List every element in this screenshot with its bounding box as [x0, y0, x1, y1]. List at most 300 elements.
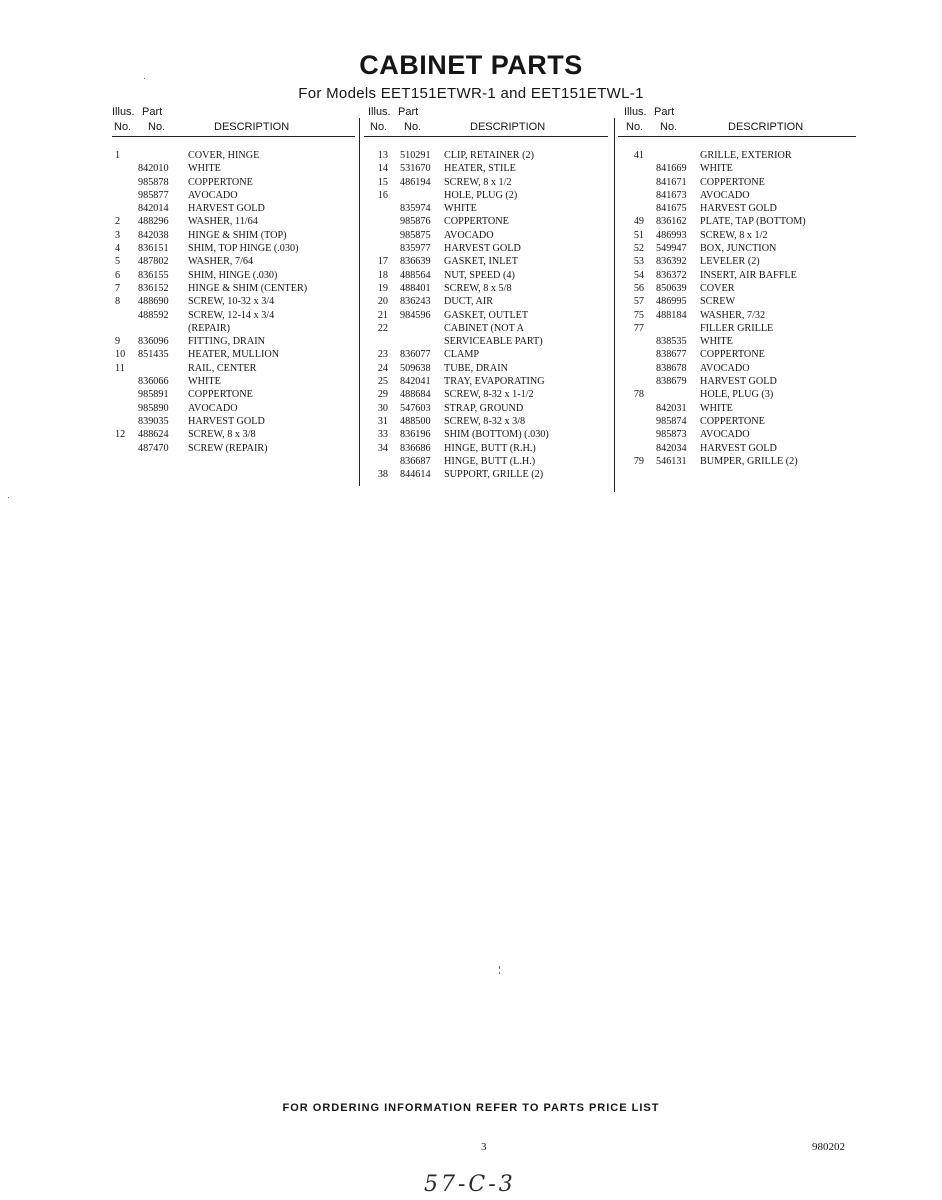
part-description: HEATER, STILE	[444, 163, 516, 175]
part-number: 841671	[656, 176, 687, 188]
header-illus-no: No.	[370, 121, 388, 133]
ordering-footer: FOR ORDERING INFORMATION REFER TO PARTS PRICE LIST	[282, 1102, 660, 1114]
illus-number	[368, 229, 392, 242]
part-description: CABINET (NOT A	[444, 322, 524, 334]
part-row	[112, 322, 357, 335]
illus-number	[112, 402, 138, 415]
illus-number	[624, 402, 648, 415]
header-part-no: No.	[404, 121, 422, 133]
part-row	[624, 162, 874, 175]
illus-number: 30	[377, 402, 388, 414]
part-row	[624, 415, 874, 428]
part-description: SHIM, TOP HINGE (.030)	[188, 243, 299, 255]
part-row	[624, 229, 874, 242]
part-row	[624, 149, 874, 162]
illus-number	[624, 375, 648, 388]
part-row	[112, 335, 357, 348]
part-row	[112, 255, 357, 268]
illus-number: 49	[633, 216, 644, 228]
header-illus: Illus.	[112, 106, 135, 118]
part-number	[392, 322, 444, 335]
part-description: SERVICEABLE PART)	[444, 336, 543, 348]
part-number: 844614	[400, 469, 431, 481]
part-number: 835974	[400, 203, 431, 215]
part-row	[368, 388, 613, 401]
part-row	[368, 242, 613, 255]
illus-number	[112, 176, 138, 189]
part-number: 985874	[656, 415, 687, 427]
part-row	[624, 375, 874, 388]
part-description: HARVEST GOLD	[700, 442, 777, 454]
illus-number: 12	[115, 429, 126, 441]
illus-number: 53	[633, 256, 644, 268]
part-row	[112, 402, 357, 415]
part-number: 836639	[400, 256, 431, 268]
illus-number: 23	[377, 349, 388, 361]
part-number: 839035	[138, 415, 169, 427]
illus-number	[112, 322, 138, 335]
part-row	[624, 176, 874, 189]
illus-number: 3	[115, 229, 121, 241]
part-number: 841673	[656, 189, 687, 201]
part-number: 488184	[656, 309, 687, 321]
document-number: 980202	[812, 1141, 845, 1153]
part-row	[624, 295, 874, 308]
illus-number	[368, 335, 392, 348]
part-description: HINGE & SHIM (CENTER)	[188, 282, 308, 294]
header-rule-3	[618, 136, 856, 137]
part-row	[624, 455, 874, 468]
part-description: GRILLE, EXTERIOR	[700, 150, 792, 161]
part-row	[112, 309, 357, 322]
parts-rows	[112, 149, 357, 455]
illus-number: 17	[377, 256, 388, 268]
part-description: AVOCADO	[188, 189, 238, 201]
illus-number	[112, 309, 138, 322]
column-header	[624, 104, 874, 140]
part-number: 842014	[138, 203, 169, 215]
part-row	[368, 348, 613, 361]
part-number	[648, 322, 700, 335]
part-description: WHITE	[188, 376, 221, 388]
part-description: COPPERTONE	[700, 349, 765, 361]
part-row	[112, 162, 357, 175]
part-number: 838678	[656, 362, 687, 374]
part-description: AVOCADO	[700, 189, 750, 201]
part-number: 842010	[138, 163, 169, 175]
part-description: FILLER GRILLE	[700, 322, 774, 334]
part-row	[368, 402, 613, 415]
part-number: 836096	[138, 336, 169, 348]
part-row	[112, 269, 357, 282]
part-row	[368, 455, 613, 468]
part-description: SCREW	[700, 296, 736, 308]
illus-number: 16	[377, 189, 388, 201]
header-illus: Illus.	[368, 106, 391, 118]
header-description: DESCRIPTION	[470, 121, 546, 133]
part-row	[368, 375, 613, 388]
part-description: COPPERTONE	[188, 389, 253, 401]
illus-number: 14	[377, 163, 388, 175]
part-row	[368, 215, 613, 228]
illus-number	[624, 442, 648, 455]
part-number: 836077	[400, 349, 431, 361]
part-row	[368, 335, 613, 348]
part-number: 549947	[656, 243, 687, 255]
header-illus-no: No.	[114, 121, 132, 133]
part-row	[112, 229, 357, 242]
part-description: SCREW, 8 x 1/2	[700, 229, 768, 241]
column-divider-2	[614, 118, 615, 492]
illus-number: 18	[377, 269, 388, 281]
part-description: HEATER, MULLION	[188, 349, 280, 361]
part-number: 836243	[400, 296, 431, 308]
header-rule-2	[364, 136, 608, 137]
page-title: CABINET PARTS	[359, 50, 583, 80]
part-description: COPPERTONE	[700, 176, 765, 188]
illus-number: 7	[115, 282, 121, 294]
part-row	[624, 269, 874, 282]
part-row	[112, 375, 357, 388]
parts-column-3	[624, 104, 874, 468]
header-rule-1	[112, 136, 355, 137]
part-row	[368, 149, 613, 162]
part-description: WASHER, 7/64	[188, 256, 254, 268]
part-number: 985878	[138, 176, 169, 188]
part-row	[368, 189, 613, 202]
illus-number	[624, 362, 648, 375]
part-row	[624, 348, 874, 361]
illus-number: 4	[115, 243, 121, 255]
part-description: COPPERTONE	[444, 216, 509, 228]
part-number: 488500	[400, 415, 431, 427]
illus-number	[112, 388, 138, 401]
part-row	[368, 269, 613, 282]
part-row	[112, 282, 357, 295]
part-description: RAIL, CENTER	[188, 362, 257, 374]
part-number: 488401	[400, 282, 431, 294]
part-number: 836155	[138, 269, 169, 281]
illus-number	[624, 189, 648, 202]
part-number: 488296	[138, 216, 169, 228]
header-illus: Illus.	[624, 106, 647, 118]
part-number	[648, 149, 700, 162]
part-number: 486194	[400, 176, 431, 188]
illus-number: 54	[633, 269, 644, 281]
part-description: COPPERTONE	[188, 176, 253, 188]
part-description: SCREW, 8 x 5/8	[444, 282, 512, 294]
part-description: SCREW, 8-32 x 1-1/2	[444, 389, 534, 401]
part-description: WHITE	[188, 163, 221, 175]
illus-number: 38	[377, 469, 388, 481]
part-row	[112, 176, 357, 189]
part-number: 838679	[656, 376, 687, 388]
header-part-no: No.	[660, 121, 678, 133]
part-number	[392, 335, 444, 348]
part-number: 488592	[138, 309, 169, 321]
illus-number: 6	[115, 269, 121, 281]
part-number: 509638	[400, 362, 431, 374]
part-number: 985873	[656, 429, 687, 441]
part-row	[112, 215, 357, 228]
part-number: 842034	[656, 442, 687, 454]
part-number: 836687	[400, 455, 431, 467]
part-description: BUMPER, GRILLE (2)	[700, 455, 798, 467]
part-number	[138, 149, 188, 162]
header-part: Part	[654, 106, 675, 118]
part-number: 836196	[400, 429, 431, 441]
part-number: 836151	[138, 243, 169, 255]
parts-rows	[624, 149, 874, 468]
part-description: SCREW, 12-14 x 3/4	[188, 309, 275, 321]
part-description: HINGE & SHIM (TOP)	[188, 229, 287, 241]
part-description: COVER	[700, 282, 735, 294]
illus-number	[624, 162, 648, 175]
part-number: 487802	[138, 256, 169, 268]
part-number: 985890	[138, 402, 169, 414]
part-number: 486993	[656, 229, 687, 241]
illus-number: 21	[377, 309, 388, 321]
part-number: 487470	[138, 442, 169, 454]
part-description: HARVEST GOLD	[700, 203, 777, 215]
part-number: 488690	[138, 296, 169, 308]
illus-number: 57	[633, 296, 644, 308]
part-description: SHIM (BOTTOM) (.030)	[444, 429, 549, 441]
illus-number: 1	[115, 150, 121, 161]
part-description: AVOCADO	[444, 229, 494, 241]
part-row	[368, 309, 613, 322]
part-number: 985877	[138, 189, 169, 201]
part-description: HINGE, BUTT (L.H.)	[444, 455, 536, 467]
part-description: SUPPORT, GRILLE (2)	[444, 469, 544, 481]
part-number	[138, 322, 188, 335]
part-number: 486995	[656, 296, 687, 308]
part-description: (REPAIR)	[188, 322, 231, 334]
part-number: 836162	[656, 216, 687, 228]
illus-number: 77	[633, 322, 644, 334]
illus-number: 20	[377, 296, 388, 308]
illus-number	[624, 415, 648, 428]
column-header	[112, 104, 357, 140]
part-number: 488624	[138, 429, 169, 441]
part-row	[368, 202, 613, 215]
part-description: HARVEST GOLD	[188, 415, 265, 427]
illus-number: 22	[377, 322, 388, 334]
part-number: 984596	[400, 309, 431, 321]
part-number: 836686	[400, 442, 431, 454]
part-row	[368, 468, 613, 481]
part-description: GASKET, INLET	[444, 256, 518, 268]
part-description: HOLE, PLUG (3)	[700, 389, 774, 401]
part-row	[368, 255, 613, 268]
part-row	[624, 309, 874, 322]
page-subtitle: For Models EET151ETWR-1 and EET151ETWL-1	[298, 85, 644, 102]
part-row	[624, 402, 874, 415]
part-description: DUCT, AIR	[444, 296, 494, 308]
part-description: LEVELER (2)	[700, 256, 760, 268]
part-description: WHITE	[700, 336, 733, 348]
header-part: Part	[398, 106, 419, 118]
part-description: HOLE, PLUG (2)	[444, 189, 518, 201]
part-row	[112, 149, 357, 162]
part-row	[112, 202, 357, 215]
illus-number	[112, 202, 138, 215]
part-description: WHITE	[700, 163, 733, 175]
part-number	[392, 189, 444, 202]
illus-number: 25	[377, 376, 388, 388]
part-number: 836372	[656, 269, 687, 281]
column-divider-1	[359, 118, 360, 486]
part-row	[624, 202, 874, 215]
illus-number: 51	[633, 229, 644, 241]
part-description: CLAMP	[444, 349, 480, 361]
illus-number	[624, 202, 648, 215]
illus-number: 52	[633, 243, 644, 255]
illus-number	[112, 375, 138, 388]
parts-column-2	[368, 104, 613, 481]
column-header	[368, 104, 613, 140]
handwritten-note: 57-C-3	[424, 1172, 516, 1197]
part-row	[624, 282, 874, 295]
part-row	[624, 255, 874, 268]
illus-number: 5	[115, 256, 121, 268]
part-row	[368, 295, 613, 308]
scan-speck	[499, 966, 500, 969]
part-description: NUT, SPEED (4)	[444, 269, 515, 281]
part-number: 842038	[138, 229, 169, 241]
illus-number	[624, 176, 648, 189]
illus-number	[624, 348, 648, 361]
part-row	[112, 348, 357, 361]
part-description: INSERT, AIR BAFFLE	[700, 269, 797, 281]
part-description: CLIP, RETAINER (2)	[444, 150, 535, 161]
part-number: 985876	[400, 216, 431, 228]
part-number: 547603	[400, 402, 431, 414]
part-row	[368, 322, 613, 335]
part-number: 835977	[400, 243, 431, 255]
part-number: 841669	[656, 163, 687, 175]
part-row	[624, 362, 874, 375]
part-description: GASKET, OUTLET	[444, 309, 529, 321]
part-description: HARVEST GOLD	[700, 376, 777, 388]
part-row	[624, 428, 874, 441]
part-number: 488564	[400, 269, 431, 281]
illus-number	[368, 215, 392, 228]
part-description: BOX, JUNCTION	[700, 243, 777, 255]
scan-speck	[499, 972, 500, 974]
illus-number	[624, 428, 648, 441]
illus-number: 24	[377, 362, 388, 374]
part-row	[368, 362, 613, 375]
illus-number: 41	[633, 150, 644, 161]
illus-number	[368, 202, 392, 215]
illus-number: 34	[377, 442, 388, 454]
part-number: 488684	[400, 389, 431, 401]
illus-number	[624, 335, 648, 348]
part-row	[112, 189, 357, 202]
part-number: 546131	[656, 455, 687, 467]
part-description: FITTING, DRAIN	[188, 336, 265, 348]
part-row	[624, 215, 874, 228]
part-description: SCREW, 10-32 x 3/4	[188, 296, 275, 308]
part-number: 841675	[656, 203, 687, 215]
part-description: PLATE, TAP (BOTTOM)	[700, 216, 806, 228]
illus-number	[112, 189, 138, 202]
part-row	[624, 335, 874, 348]
scan-speck	[8, 497, 9, 498]
part-row	[624, 322, 874, 335]
part-row	[368, 442, 613, 455]
part-description: WASHER, 11/64	[188, 216, 258, 228]
part-row	[112, 415, 357, 428]
part-row	[112, 388, 357, 401]
illus-number: 10	[115, 349, 126, 361]
illus-number: 15	[377, 176, 388, 188]
illus-number: 13	[377, 150, 388, 161]
part-description: TUBE, DRAIN	[444, 362, 508, 374]
part-row	[112, 362, 357, 375]
illus-number	[112, 162, 138, 175]
parts-column-1	[112, 104, 357, 455]
part-row	[368, 428, 613, 441]
illus-number: 11	[115, 362, 125, 374]
illus-number: 33	[377, 429, 388, 441]
illus-number: 9	[115, 336, 121, 348]
illus-number: 31	[377, 415, 388, 427]
part-description: COVER, HINGE	[188, 150, 260, 161]
part-row	[368, 229, 613, 242]
header-illus-no: No.	[626, 121, 644, 133]
part-number: 836152	[138, 282, 169, 294]
illus-number: 8	[115, 296, 121, 308]
part-description: WHITE	[700, 402, 733, 414]
part-row	[112, 295, 357, 308]
part-number: 836066	[138, 376, 169, 388]
part-description: SCREW (REPAIR)	[188, 442, 268, 454]
part-number: 850639	[656, 282, 687, 294]
part-description: SHIM, HINGE (.030)	[188, 269, 278, 281]
illus-number	[368, 242, 392, 255]
part-number: 985875	[400, 229, 431, 241]
part-number	[138, 362, 188, 375]
part-row	[368, 282, 613, 295]
part-row	[112, 442, 357, 455]
illus-number	[368, 455, 392, 468]
part-row	[624, 442, 874, 455]
part-description: HARVEST GOLD	[444, 243, 521, 255]
part-description: STRAP, GROUND	[444, 402, 524, 414]
part-description: HINGE, BUTT (R.H.)	[444, 442, 536, 454]
part-row	[368, 415, 613, 428]
part-number: 510291	[400, 150, 431, 161]
part-description: SCREW, 8 x 1/2	[444, 176, 512, 188]
part-description: SCREW, 8 x 3/8	[188, 429, 256, 441]
part-row	[624, 242, 874, 255]
part-description: HARVEST GOLD	[188, 203, 265, 215]
part-description: AVOCADO	[188, 402, 238, 414]
part-number	[648, 388, 700, 401]
part-number: 842041	[400, 376, 431, 388]
header-part: Part	[142, 106, 163, 118]
part-row	[624, 189, 874, 202]
scan-speck	[144, 78, 145, 79]
part-number: 838535	[656, 336, 687, 348]
illus-number: 78	[633, 389, 644, 401]
part-number: 838677	[656, 349, 687, 361]
part-number: 836392	[656, 256, 687, 268]
illus-number: 29	[377, 389, 388, 401]
part-description: SCREW, 8-32 x 3/8	[444, 415, 526, 427]
